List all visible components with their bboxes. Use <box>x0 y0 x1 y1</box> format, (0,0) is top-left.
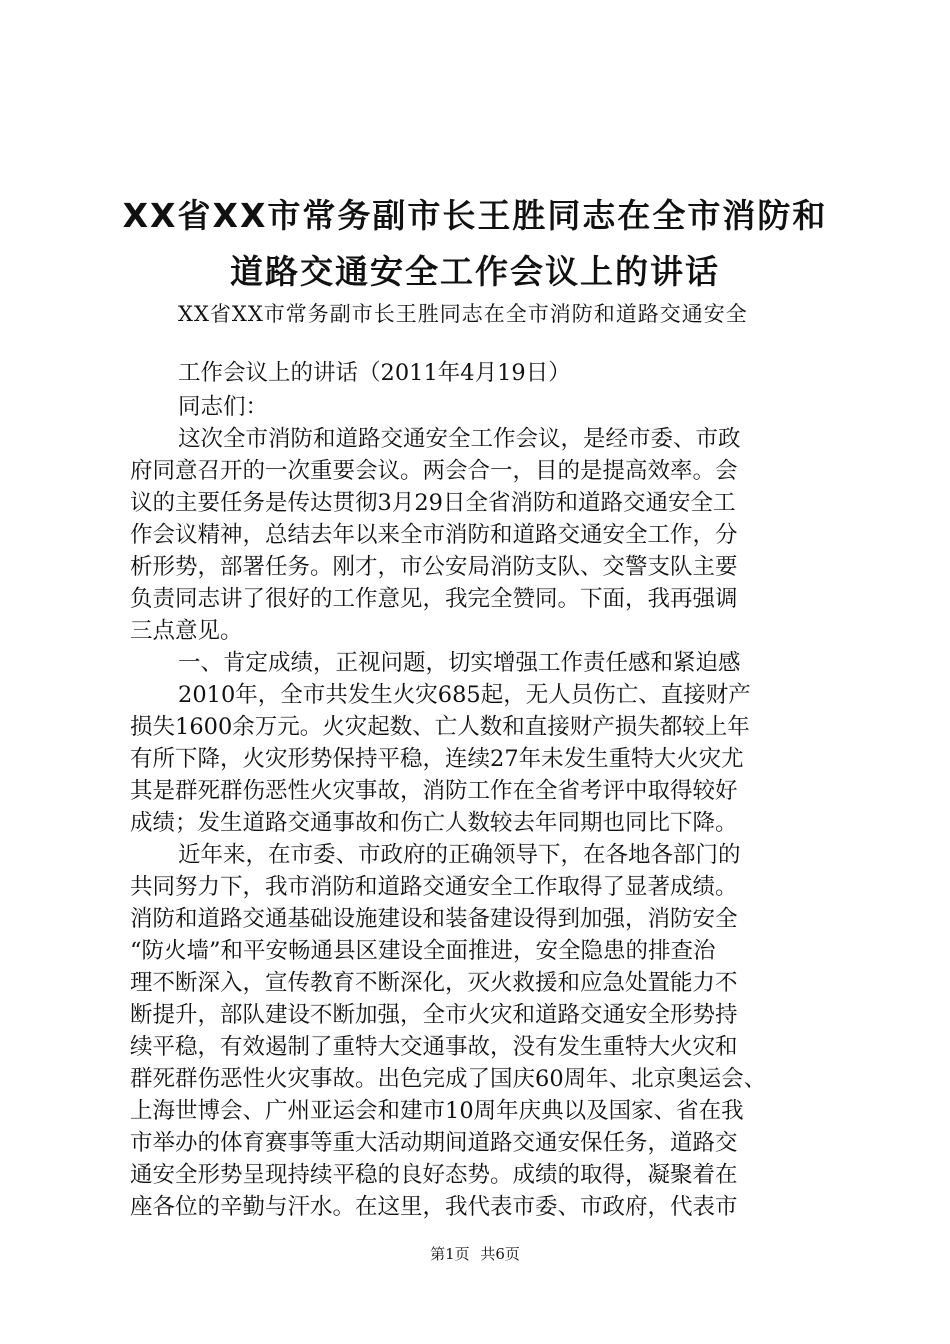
body-line: 2010年，全市共发生火灾685起，无人员伤亡、直接财产 <box>178 682 751 708</box>
body-line: 通安全形势呈现持续平稳的良好态势。成绩的取得，凝聚着在 <box>130 1162 738 1188</box>
page-number: 第1页 <box>430 1245 470 1263</box>
salutation: 同志们： <box>178 394 269 420</box>
section-heading: 一、肯定成绩，正视问题，切实增强工作责任感和紧迫感 <box>178 650 741 676</box>
body-line: 近年来，在市委、市政府的正确领导下，在各地各部门的 <box>178 842 741 868</box>
body-line: 有所下降，火灾形势保持平稳，连续27年未发生重特大火灾尤 <box>130 746 744 772</box>
body-line: 这次全市消防和道路交通安全工作会议，是经市委、市政 <box>178 426 741 452</box>
body-line: 成绩；发生道路交通事故和伤亡人数较去年同期也同比下降。 <box>130 810 738 836</box>
subtitle-line-2: 工作会议上的讲话（2011年4月19日） <box>178 360 571 386</box>
body-line: 市举办的体育赛事等重大活动期间道路交通安保任务，道路交 <box>130 1130 738 1156</box>
body-line: 续平稳，有效遏制了重特大交通事故，没有发生重特大火灾和 <box>130 1034 738 1060</box>
subtitle-line-1: XX省XX市常务副市长王胜同志在全市消防和道路交通安全 <box>178 302 748 326</box>
page-total: 共6页 <box>480 1245 520 1263</box>
body-line: 议的主要任务是传达贯彻3月29日全省消防和道路交通安全工 <box>130 490 736 516</box>
body-line: 共同努力下，我市消防和道路交通安全工作取得了显著成绩。 <box>130 874 738 900</box>
body-line: 理不断深入，宣传教育不断深化，灭火救援和应急处置能力不 <box>130 970 738 996</box>
document-title-line-1: XX省XX市常务副市长王胜同志在全市消防和 <box>122 196 828 235</box>
document-title-line-2: 道路交通安全工作会议上的讲话 <box>230 252 720 291</box>
body-line: “防火墙”和平安畅通县区建设全面推进，安全隐患的排查治 <box>130 938 716 964</box>
body-line: 析形势，部署任务。刚才，市公安局消防支队、交警支队主要 <box>130 554 738 580</box>
body-line: 消防和道路交通基础设施建设和装备建设得到加强，消防安全 <box>130 906 738 932</box>
body-line: 三点意见。 <box>130 618 243 644</box>
body-line: 作会议精神，总结去年以来全市消防和道路交通安全工作，分 <box>130 522 738 548</box>
body-line: 损失1600余万元。火灾起数、亡人数和直接财产损失都较上年 <box>130 714 750 740</box>
body-line: 断提升，部队建设不断加强，全市火灾和道路交通安全形势持 <box>130 1002 738 1028</box>
page-footer <box>0 1243 950 1264</box>
body-line: 群死群伤恶性火灾事故。出色完成了国庆60周年、北京奥运会、 <box>130 1066 767 1092</box>
body-line: 其是群死群伤恶性火灾事故，消防工作在全省考评中取得较好 <box>130 778 738 804</box>
body-line: 府同意召开的一次重要会议。两会合一，目的是提高效率。会 <box>130 458 738 484</box>
body-line: 负责同志讲了很好的工作意见，我完全赞同。下面，我再强调 <box>130 586 738 612</box>
body-line: 座各位的辛勤与汗水。在这里，我代表市委、市政府，代表市 <box>130 1194 738 1220</box>
body-line: 上海世博会、广州亚运会和建市10周年庆典以及国家、省在我 <box>130 1098 744 1124</box>
